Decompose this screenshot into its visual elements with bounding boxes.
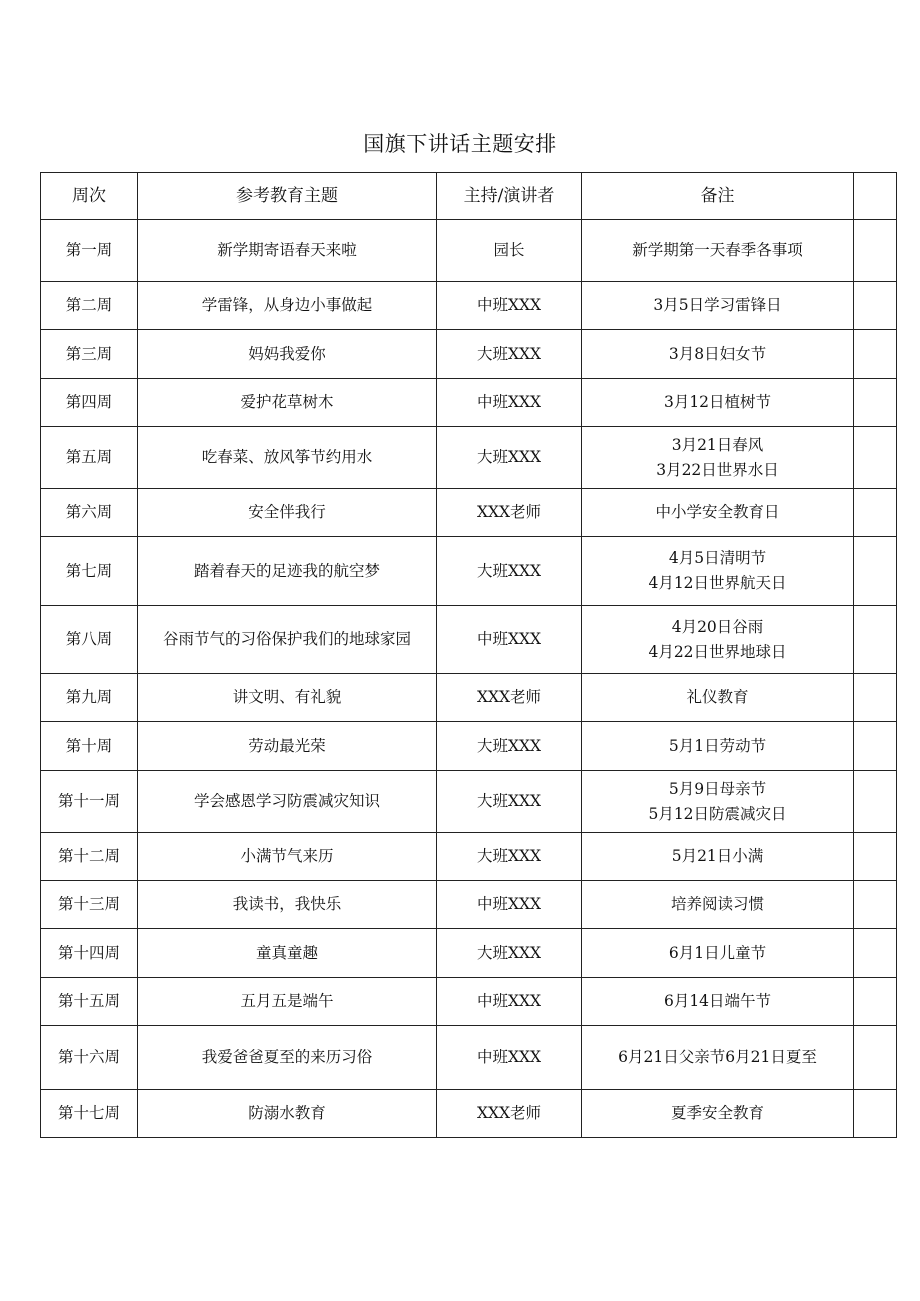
note-cell [582, 427, 854, 489]
topic-cell: 妈妈我爱你 [138, 330, 437, 379]
note-cell [582, 722, 854, 771]
extra-cell [854, 606, 897, 674]
table-row [41, 929, 897, 978]
note-line: 6月14日端午节 [663, 992, 772, 1010]
week-cell: 第一周 [41, 220, 138, 282]
extra-cell [854, 220, 897, 282]
host-cell: XXX老师 [437, 674, 582, 722]
table-row [41, 833, 897, 881]
note-line: 4月12日世界航天日 [648, 574, 787, 592]
topic-cell: 新学期寄语春天来啦 [138, 220, 437, 282]
topic-cell: 我读书，我快乐 [138, 881, 437, 929]
host-cell: 大班XXX [437, 833, 582, 881]
table-row [41, 722, 897, 771]
note-cell [582, 282, 854, 330]
topic-cell: 安全伴我行 [138, 489, 437, 537]
extra-cell [854, 978, 897, 1026]
extra-cell [854, 1026, 897, 1090]
note-cell [582, 929, 854, 978]
week-cell: 第十二周 [41, 833, 138, 881]
table-row [41, 881, 897, 929]
note-line: 3月8日妇女节 [668, 344, 767, 363]
topic-cell: 踏着春天的足迹我的航空梦 [138, 537, 437, 606]
topic-cell: 吃春菜、放风筝节约用水 [138, 427, 437, 489]
host-cell: 大班XXX [437, 427, 582, 489]
host-cell: 园长 [437, 220, 582, 282]
extra-cell [854, 771, 897, 833]
table-row [41, 330, 897, 379]
schedule-body [41, 220, 897, 1138]
table-row [41, 537, 897, 606]
extra-cell [854, 674, 897, 722]
note-line: 6月1日儿童节 [668, 943, 767, 962]
host-cell: 中班XXX [437, 1026, 582, 1090]
extra-cell [854, 330, 897, 379]
table-row [41, 606, 897, 674]
note-line: 3月22日世界水日 [656, 460, 779, 479]
topic-cell: 学会感恩学习防震减灾知识 [138, 771, 437, 833]
note-line: 4月20日谷雨 [671, 617, 764, 636]
extra-cell [854, 1090, 897, 1138]
note-cell [582, 978, 854, 1026]
note-cell [582, 606, 854, 674]
week-cell: 第八周 [41, 606, 138, 674]
note-cell [582, 1090, 854, 1138]
host-cell: XXX老师 [437, 489, 582, 537]
topic-cell: 我爱爸爸夏至的来历习俗 [138, 1026, 437, 1090]
note-line: 5月21日小满 [671, 847, 764, 865]
table-row [41, 771, 897, 833]
note-line: 夏季安全教育 [670, 1104, 764, 1122]
topic-cell: 小满节气来历 [138, 833, 437, 881]
week-cell: 第十五周 [41, 978, 138, 1026]
topic-cell: 讲文明、有礼貌 [138, 674, 437, 722]
week-cell: 第十周 [41, 722, 138, 771]
header-week: 周次 [41, 173, 138, 220]
week-cell: 第六周 [41, 489, 138, 537]
note-cell [582, 833, 854, 881]
extra-cell [854, 489, 897, 537]
table-row [41, 379, 897, 427]
note-line: 礼仪教育 [686, 688, 749, 706]
extra-cell [854, 833, 897, 881]
note-line: 4月22日世界地球日 [648, 642, 787, 661]
extra-cell [854, 282, 897, 330]
note-line: 5月1日劳动节 [668, 736, 767, 755]
topic-cell: 童真童趣 [138, 929, 437, 978]
schedule-table [40, 172, 897, 1138]
note-cell [582, 1026, 854, 1090]
note-line: 中小学安全教育日 [655, 503, 780, 521]
week-cell: 第三周 [41, 330, 138, 379]
table-row [41, 1090, 897, 1138]
topic-cell: 防溺水教育 [138, 1090, 437, 1138]
note-cell [582, 330, 854, 379]
note-line: 培养阅读习惯 [670, 895, 764, 913]
header-topic: 参考教育主题 [138, 173, 437, 220]
table-row [41, 1026, 897, 1090]
header-row [41, 173, 897, 220]
header-host: 主持/演讲者 [437, 173, 582, 220]
week-cell: 第十三周 [41, 881, 138, 929]
extra-cell [854, 537, 897, 606]
week-cell: 第十七周 [41, 1090, 138, 1138]
table-row [41, 282, 897, 330]
host-cell: 大班XXX [437, 929, 582, 978]
extra-cell [854, 379, 897, 427]
week-cell: 第五周 [41, 427, 138, 489]
host-cell: 中班XXX [437, 881, 582, 929]
header-extra [854, 173, 897, 220]
extra-cell [854, 722, 897, 771]
host-cell: 中班XXX [437, 606, 582, 674]
week-cell: 第十一周 [41, 771, 138, 833]
note-cell [582, 674, 854, 722]
extra-cell [854, 427, 897, 489]
host-cell: 大班XXX [437, 330, 582, 379]
host-cell: 大班XXX [437, 537, 582, 606]
note-line: 3月12日植树节 [663, 393, 772, 411]
table-row [41, 978, 897, 1026]
note-cell [582, 771, 854, 833]
note-line: 3月5日学习雷锋日 [653, 296, 782, 314]
host-cell: 中班XXX [437, 282, 582, 330]
week-cell: 第二周 [41, 282, 138, 330]
week-cell: 第七周 [41, 537, 138, 606]
note-cell [582, 881, 854, 929]
note-line: 新学期第一天春季各事项 [632, 241, 803, 259]
topic-cell: 劳动最光荣 [138, 722, 437, 771]
extra-cell [854, 929, 897, 978]
note-cell [582, 379, 854, 427]
topic-cell: 爱护花草树木 [138, 379, 437, 427]
host-cell: 大班XXX [437, 722, 582, 771]
note-cell [582, 220, 854, 282]
week-cell: 第十六周 [41, 1026, 138, 1090]
table-row [41, 220, 897, 282]
note-line: 5月12日防震减灾日 [648, 804, 787, 823]
note-line: 3月21日春风 [671, 435, 764, 454]
topic-cell: 五月五是端午 [138, 978, 437, 1026]
note-line: 6月21日父亲节6月21日夏至 [618, 1048, 817, 1066]
host-cell: XXX老师 [437, 1090, 582, 1138]
table-row [41, 427, 897, 489]
topic-cell: 学雷锋，从身边小事做起 [138, 282, 437, 330]
host-cell: 大班XXX [437, 771, 582, 833]
host-cell: 中班XXX [437, 978, 582, 1026]
note-line: 4月5日清明节 [668, 549, 767, 567]
note-line: 5月9日母亲节 [668, 779, 767, 798]
header-note: 备注 [582, 173, 854, 220]
note-cell [582, 489, 854, 537]
topic-cell: 谷雨节气的习俗保护我们的地球家园 [138, 606, 437, 674]
table-row [41, 489, 897, 537]
week-cell: 第四周 [41, 379, 138, 427]
week-cell: 第九周 [41, 674, 138, 722]
extra-cell [854, 881, 897, 929]
week-cell: 第十四周 [41, 929, 138, 978]
table-row [41, 674, 897, 722]
note-cell [582, 537, 854, 606]
page-title: 国旗下讲话主题安排 [363, 132, 557, 156]
host-cell: 中班XXX [437, 379, 582, 427]
